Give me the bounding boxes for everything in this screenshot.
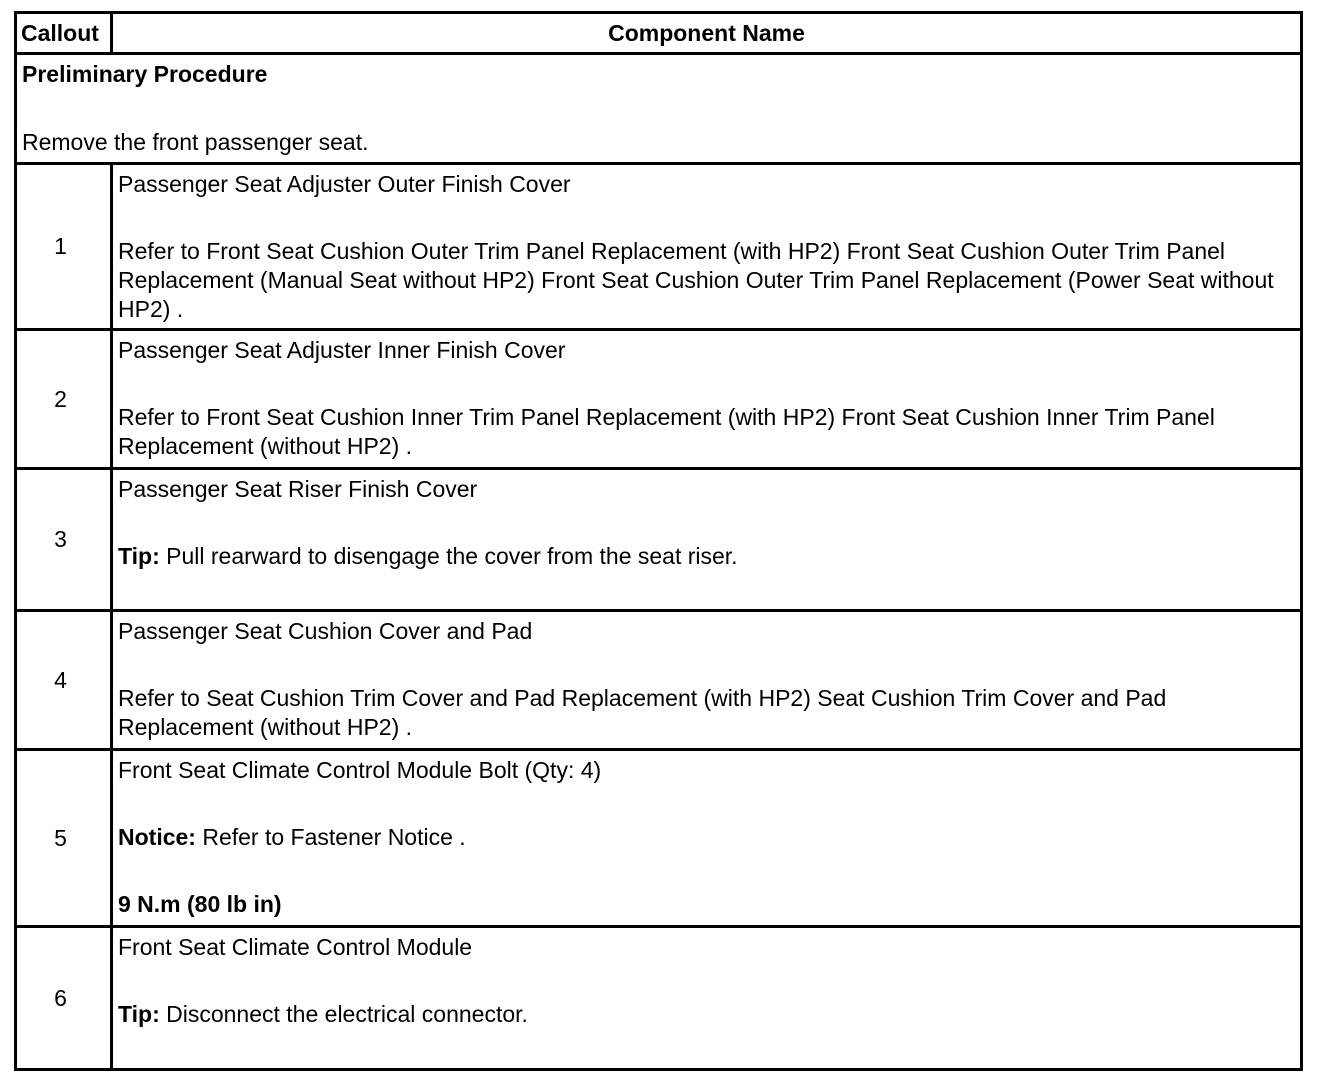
table-row bbox=[16, 750, 1302, 927]
component-name: Front Seat Climate Control Module bbox=[118, 934, 473, 960]
table-row bbox=[16, 611, 1302, 750]
preliminary-procedure-cell bbox=[16, 54, 1302, 164]
notice-label: Notice: bbox=[118, 824, 196, 850]
tip-text: Pull rearward to disengage the cover from the seat riser. bbox=[159, 543, 738, 569]
component-cell bbox=[112, 750, 1302, 927]
tip-label: Tip: bbox=[118, 543, 160, 569]
component-cell bbox=[112, 164, 1302, 330]
component-reference-note: Refer to Seat Cushion Trim Cover and Pad Replacement (with HP2) Seat Cushion Trim Cover and Pad Replacement (without HP2) . bbox=[118, 685, 1167, 740]
component-name: Passenger Seat Cushion Cover and Pad bbox=[118, 618, 533, 644]
preliminary-procedure-title: Preliminary Procedure bbox=[22, 61, 268, 87]
callout-number: 1 bbox=[16, 164, 112, 330]
notice-line bbox=[118, 823, 1300, 852]
component-cell bbox=[112, 330, 1302, 469]
component-cell bbox=[112, 611, 1302, 750]
components-table bbox=[14, 11, 1303, 1071]
component-name: Front Seat Climate Control Module Bolt (Qty: 4) bbox=[118, 757, 602, 783]
table-row bbox=[16, 330, 1302, 469]
torque-spec: 9 N.m (80 lb in) bbox=[118, 891, 282, 917]
callout-number: 4 bbox=[16, 611, 112, 750]
preliminary-procedure-row bbox=[16, 54, 1302, 164]
component-reference-note: Refer to Front Seat Cushion Inner Trim Panel Replacement (with HP2) Front Seat Cushion Inner Trim Panel Replacement (without HP2) . bbox=[118, 404, 1215, 459]
tip-label: Tip: bbox=[118, 1001, 160, 1027]
preliminary-procedure-text: Remove the front passenger seat. bbox=[22, 129, 369, 155]
component-reference-note: Refer to Front Seat Cushion Outer Trim Panel Replacement (with HP2) Front Seat Cushion Outer Trim Panel Replacement (Manual Seat without HP2) Front Seat Cushion Outer Trim Panel Replacement (Power Seat without HP2) . bbox=[118, 238, 1274, 322]
tip-text: Disconnect the electrical connector. bbox=[159, 1001, 528, 1027]
callout-number: 3 bbox=[16, 469, 112, 611]
table-row bbox=[16, 469, 1302, 611]
header-row bbox=[16, 13, 1302, 54]
notice-text: Refer to Fastener Notice . bbox=[195, 824, 466, 850]
callout-number: 2 bbox=[16, 330, 112, 469]
component-name: Passenger Seat Adjuster Outer Finish Cover bbox=[118, 171, 571, 197]
callout-number: 5 bbox=[16, 750, 112, 927]
component-name-column-header: Component Name bbox=[112, 13, 1302, 54]
table-row bbox=[16, 164, 1302, 330]
component-name: Passenger Seat Riser Finish Cover bbox=[118, 476, 478, 502]
component-name: Passenger Seat Adjuster Inner Finish Cover bbox=[118, 337, 566, 363]
callout-number: 6 bbox=[16, 927, 112, 1070]
callout-column-header: Callout bbox=[16, 13, 112, 54]
component-cell bbox=[112, 927, 1302, 1070]
component-cell bbox=[112, 469, 1302, 611]
table-row bbox=[16, 927, 1302, 1070]
tip-line bbox=[118, 542, 1300, 571]
tip-line bbox=[118, 1000, 1300, 1029]
